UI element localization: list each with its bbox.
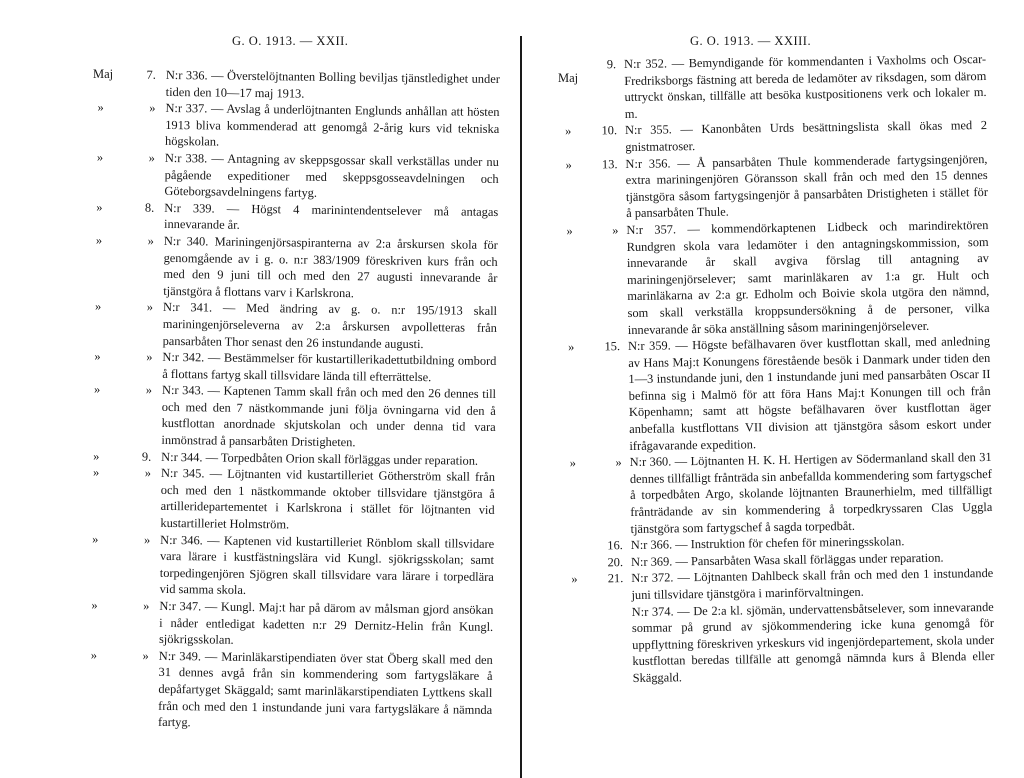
order-entry: [562, 449, 993, 538]
order-entry: [560, 333, 992, 455]
order-entry: [84, 531, 495, 602]
entry-text: N:r 344. — Torpedbåten Orion skall förläggas under reparation.: [161, 449, 479, 468]
entry-text: N:r 338. — Antagning av skeppsgossar skall verkställas under nu pågående expeditioner med skeppsgosseavdelningen och Göteborgsavdelningens fartyg.: [164, 150, 499, 200]
entry-day: 21.: [607, 571, 624, 586]
entry-text: N:r 346. — Kaptenen vid kustartilleriet Rönblom skall tillsvidare vara lärare i kustfästningslära vid Kungl. sjökrigsskolan; samt torpedingenjören Sjögren skall tillsvidare vara lärare i torpedlära vid samma skola.: [159, 532, 495, 598]
right-month-label: Maj: [558, 71, 579, 85]
entry-text: N:r 366. — Instruktion för chefen för mineringsskolan.: [630, 534, 905, 553]
order-entry: [84, 464, 495, 535]
order-entry: [85, 381, 496, 452]
entry-text: N:r 359. — Högste befälhavaren över kustflottan skall, med anledning av Hans Maj:t Konungens förestående besök i Danmark under tiden den 1—3 instundande juni, den 1 instundande juni med pansarbåten Oscar II befinna sig i Malmö för att föra Hans Maj:t Konungen till och från Köpenhamn; samt att högste befälhavaren över kustflottan äger anbefalla kustflottans VII division att tjänstgöra såsom eskort under ifrågavarande expedition.: [627, 334, 992, 453]
order-entry: [82, 647, 493, 735]
entry-day: »: [148, 150, 155, 165]
order-entry: [87, 232, 498, 303]
ditto-mark: »: [93, 448, 100, 463]
entry-text: N:r 337. — Avslag å underlöjtnanten Englunds anhållan att hösten 1913 bliva kommenderad att genomgå 2-årig kurs vid tekniska högskolan.: [165, 101, 500, 149]
entry-text: N:r 360. — Löjtnanten H. K. H. Hertigen av Södermanland skall den 31 dennes tillfälligt frånträda sin anbefallda kommendering som fartygschef å torpedbåten Argo, skolande löjtnanten Braunerhielm, med tillfälligt frånträdande av sin kommendering å torpedkryssaren Clas Uggla tjänstgöra som fartygschef å sagda torpedbåt.: [629, 450, 993, 536]
entry-day: »: [149, 100, 156, 115]
entry-day: 10.: [601, 123, 618, 138]
ditto-mark: »: [90, 647, 98, 662]
entry-day: »: [612, 223, 619, 238]
entry-text: N:r 349. — Marinläkarstipendiaten över stat Öberg skall med den 31 dennes avgå från sin kommendering som fartygsläkare å depåfartyget Skäggald; samt marinläkarstipendiaten Lyttkens skall från och med den 1 instundande juni vara fartygsläkare å nämnda fartyg.: [157, 648, 493, 730]
left-month-label: Maj: [93, 67, 114, 81]
right-page: [524, 0, 1024, 778]
order-entry: [557, 151, 988, 223]
ditto-mark: »: [569, 456, 576, 471]
entry-text: N:r 343. — Kaptenen Tamm skall från och med den 26 dennes till och med den 7 nästkommande juni följa övningarna vid den å kustflottan anordnade skjutskolan och under denna tid vara inmönstrad å pansarbåten Dristigheten.: [161, 383, 497, 450]
ditto-mark: »: [94, 349, 101, 364]
right-entries: [556, 51, 995, 688]
entry-text: N:r 342. — Bestämmelser för kustartillerikadettutbildning ombord å flottans fartyg skall tillsvidare lända till efterrättelse.: [162, 350, 497, 384]
ditto-mark: »: [92, 531, 99, 546]
ditto-mark: »: [93, 382, 101, 397]
order-entry: [86, 348, 496, 386]
ditto-mark: »: [96, 150, 104, 165]
ditto-mark: »: [94, 299, 102, 314]
ditto-mark: »: [97, 100, 104, 115]
entry-text: N:r 372. — Löjtnanten Dahlbeck skall från och med den 1 instundande juni tillsvidare tjänstgöra i marinförvaltningen.: [631, 566, 994, 602]
ditto-mark: »: [95, 233, 103, 248]
entry-text: N:r 374. — De 2:a kl. sjömän, undervattensbåtselever, som innevarande sommar på grund av sjökommendering icke kuna genomgå för uppflyttning föreskriven yrkeskurs vid ingenjördepartement, skola under kustflottan beredas tillfälle att genomgå nämnda kurs å Blenda eller Skäggald.: [631, 599, 995, 685]
entry-day: 13.: [601, 156, 618, 171]
entry-text: N:r 356. — Å pansarbåten Thule kommenderade fartygsingenjören, extra mariningenjören Göransson skall från och med den 15 dennes tjänstgöra såsom fartygsingenjör å pansarbåten Dristigheten i stället för å pansarbåten Thule.: [625, 151, 989, 221]
entry-text: N:r 369. — Pansarbåten Wasa skall förläggas under reparation.: [630, 550, 944, 569]
entry-day: »: [142, 648, 149, 663]
entry-day: »: [144, 465, 152, 481]
entry-day: 9.: [606, 57, 617, 72]
entry-text: N:r 345. — Löjtnanten vid kustartilleriet Götherström skall från och med den 1 nästkommande oktober tillsvidare tjänstgöra å artilleridepartementet i Karlskrona i stället för löjtnanten vid kustartilleriet Holmström.: [160, 466, 496, 532]
order-entry: [564, 599, 995, 688]
entry-text: N:r 336. — Överstelöjtnanten Bolling beviljas tjänstledighet under tiden den 10—17 maj 1913.: [165, 67, 500, 101]
ditto-mark: »: [565, 157, 572, 172]
entry-text: N:r 339. — Högst 4 marinintendentselever må antagas innevarande år.: [163, 200, 499, 233]
entry-day: »: [615, 455, 622, 470]
entry-day: »: [145, 382, 153, 398]
order-entry: [556, 51, 987, 123]
entry-day: 7.: [146, 67, 156, 82]
entry-text: N:r 340. Mariningenjörsaspiranterna av 2:a årskursen skola för genomgående av i g. o. n:r 383/1909 föreskriven kurs från och med den 9 juni till och med den 27 augusti innevarande år tjänstgöra å flottans varv i Karlskrona.: [163, 233, 498, 300]
right-running-head: G. O. 1913. — XXIII.: [690, 34, 812, 48]
ditto-mark: »: [567, 339, 575, 354]
entry-text: N:r 347. — Kungl. Maj:t har på därom av målsman gjord ansökan i nåder entledigat kadetten n:r 29 Dernitz-Helin från Kungl. sjökrigsskolan.: [158, 598, 494, 647]
order-entry: [88, 199, 498, 237]
order-entry: [88, 149, 499, 204]
order-entry: [90, 66, 500, 104]
entry-text: N:r 357. — kommendörkaptenen Lidbeck och marindirektören Rundgren skola vara ledamöter i den antagningskommission, som innevarande år skall avgiva förslag till antagning av mariningenjörselever; samt marinläkaren av 1:a gr. Hult och marinläkarna av 2:a gr. Edholm och Boivie skola utgöra den nämnd, som skall verkställa kroppsundersökning å de personer, vilka innevarande år söka anställning såsom mariningenjörselever.: [626, 217, 990, 337]
left-entries: [82, 66, 500, 735]
ditto-mark: »: [566, 223, 573, 238]
ditto-mark: »: [96, 199, 103, 214]
entry-text: N:r 355. — Kanonbåten Urds besättningslista skall ökas med 2 gnistmatroser.: [624, 118, 988, 155]
entry-day: »: [146, 349, 153, 364]
order-entry: [89, 99, 500, 154]
order-entry: [83, 597, 494, 652]
ditto-mark: »: [564, 124, 572, 139]
page-gutter: [520, 36, 522, 778]
ditto-mark: »: [91, 598, 98, 613]
entry-day: 16.: [607, 538, 623, 553]
order-entry: [558, 217, 990, 339]
entry-day: »: [143, 532, 151, 547]
entry-day: 9.: [141, 449, 152, 464]
ditto-mark: »: [571, 572, 578, 587]
left-running-head: G. O. 1913. — XXII.: [232, 34, 349, 48]
entry-day: »: [146, 300, 154, 315]
ditto-mark: »: [92, 465, 100, 480]
order-entry: [87, 298, 498, 353]
entry-day: »: [147, 233, 154, 248]
entry-day: 8.: [144, 200, 155, 215]
entry-day: 15.: [604, 339, 621, 354]
entry-text: N:r 341. — Med ändring av g. o. n:r 195/1913 skall mariningenjörseleverna av 2:a årskursen avpolletteras från pansarbåten Thor senast den 26 instundande augusti.: [162, 300, 498, 351]
entry-day: 20.: [607, 554, 624, 570]
entry-text: N:r 352. — Bemyndigande för kommendanten i Vaxholms och Oscar-Fredriksborgs fästning att bereda de ledamöter av riksdagen, som därom uttryckt önskan, tillfälle att besöka kustpositionens verk och lokaler m. m.: [624, 51, 987, 121]
entry-day: »: [143, 598, 150, 613]
